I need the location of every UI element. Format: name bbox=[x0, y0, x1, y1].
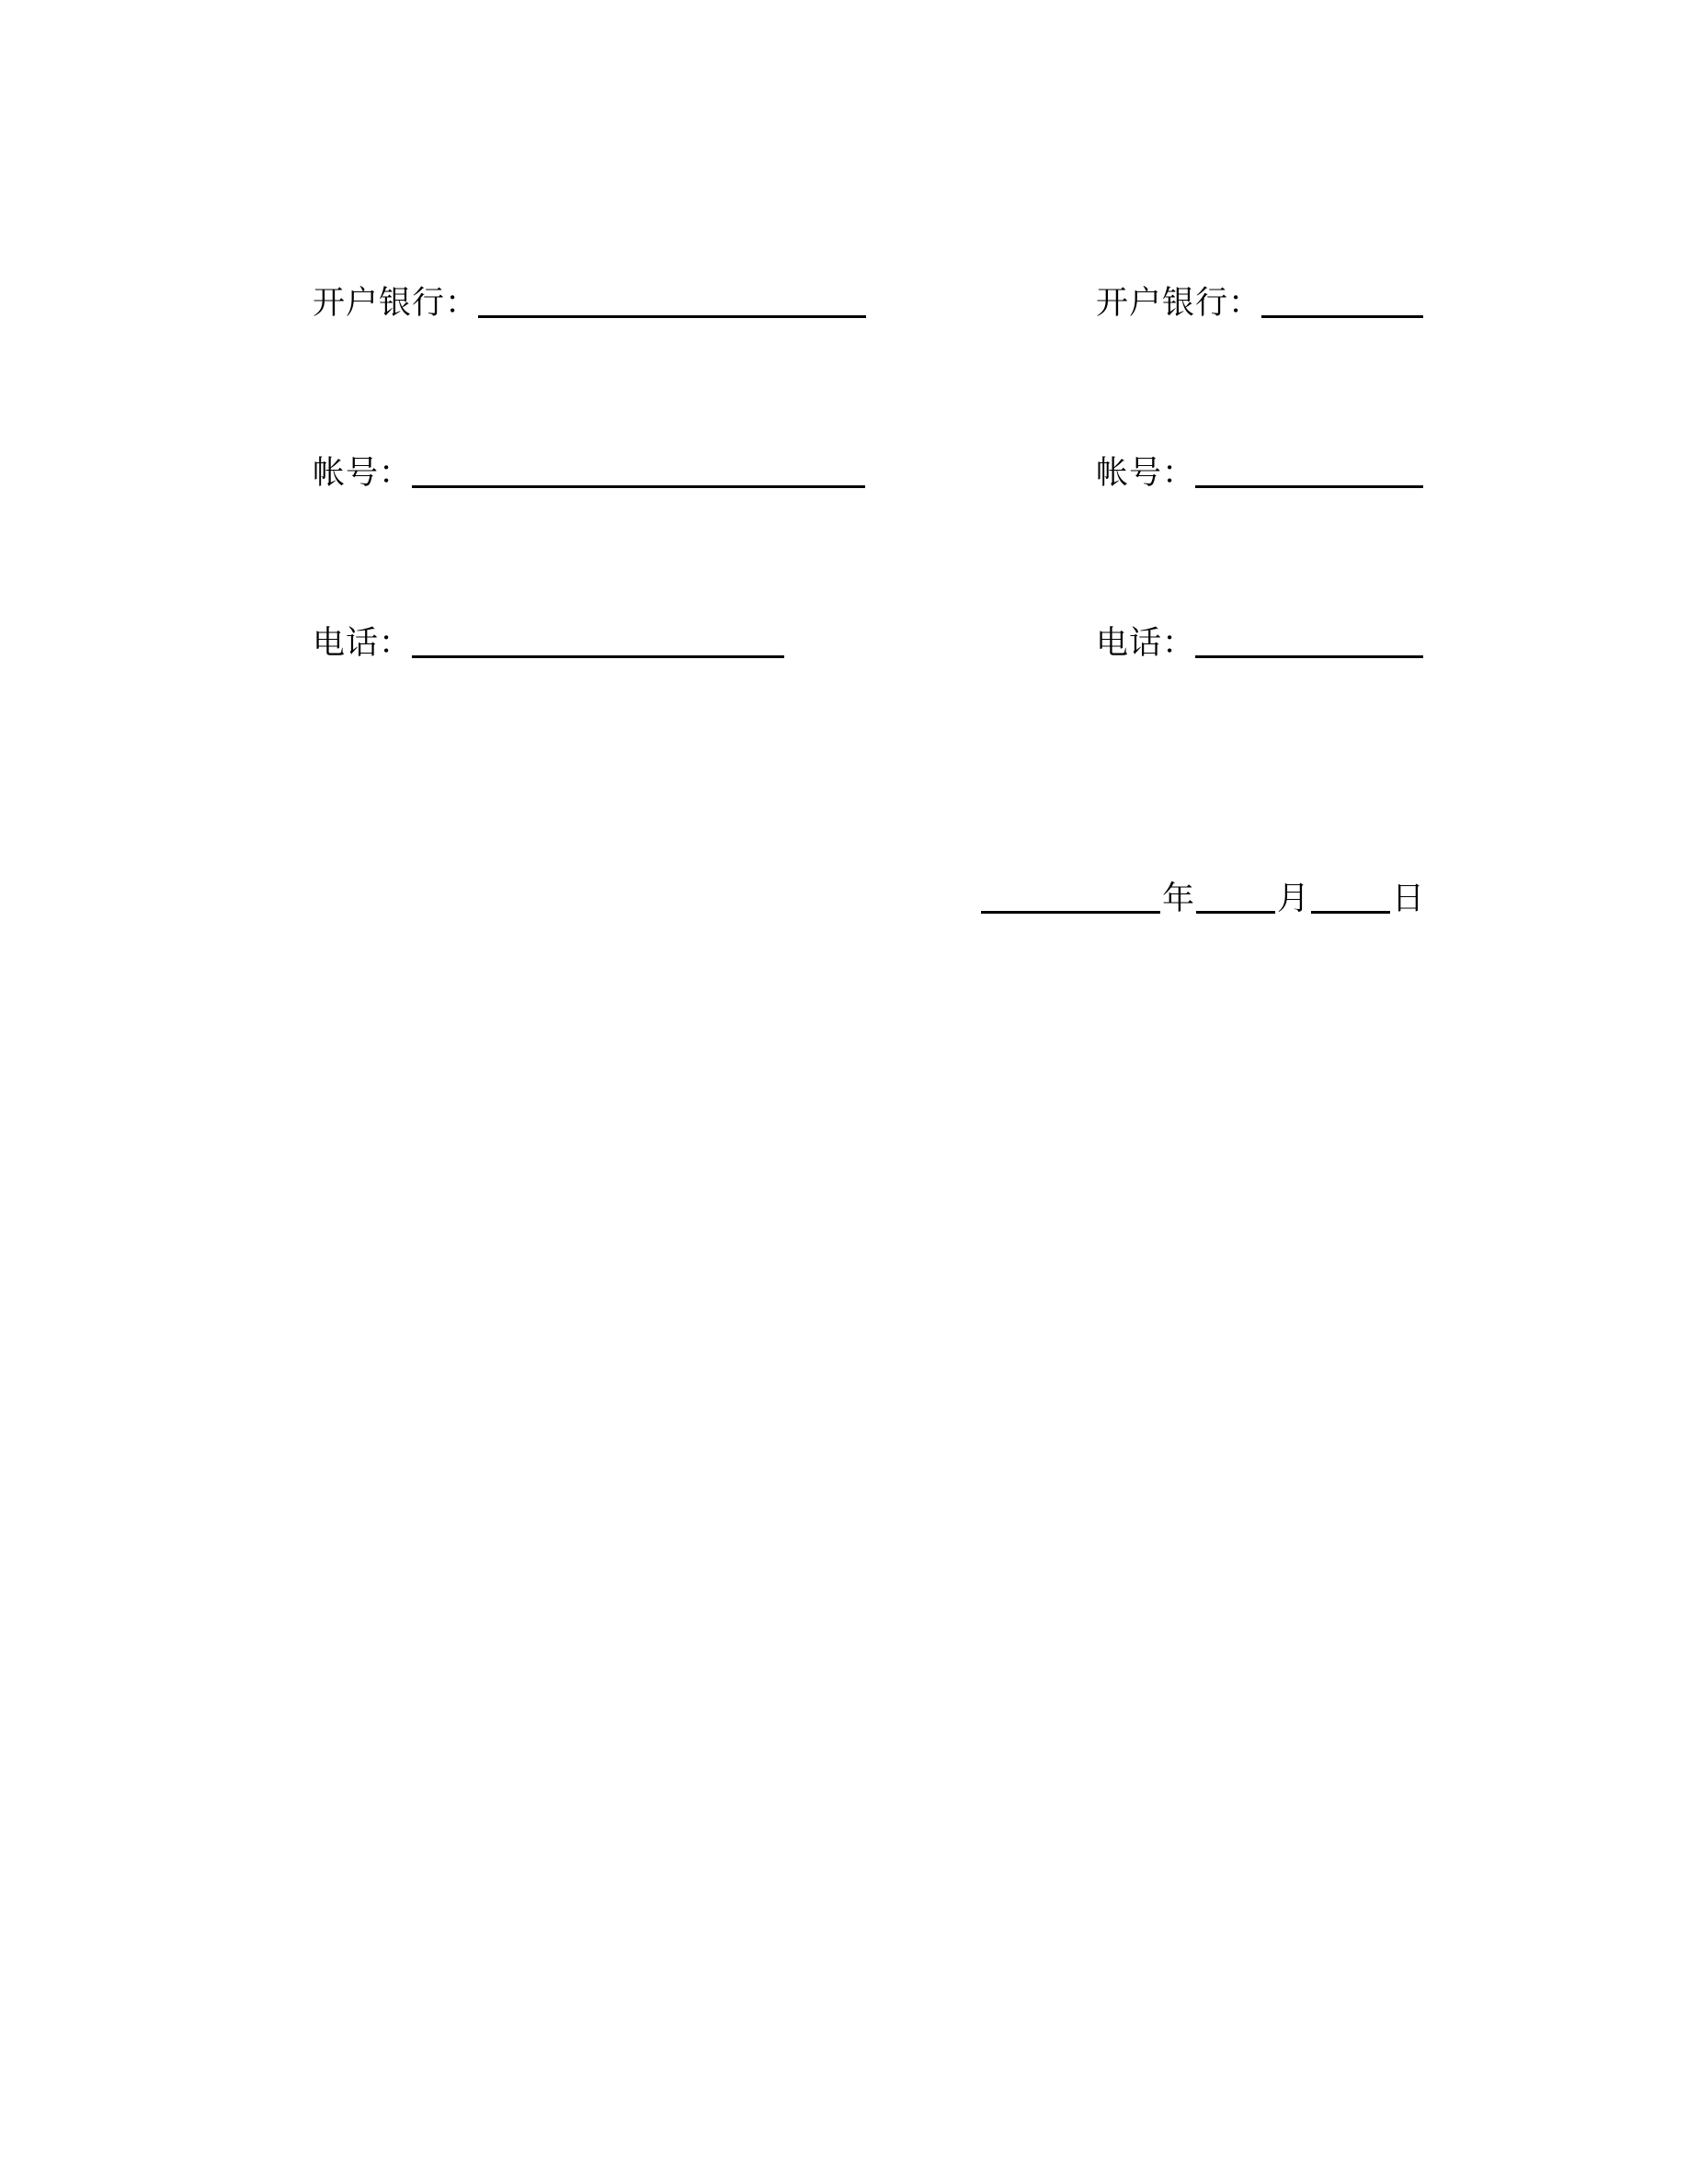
right-phone-field bbox=[1096, 618, 1423, 662]
left-phone-blank[interactable] bbox=[412, 624, 784, 658]
year-label: 年 bbox=[1162, 881, 1195, 917]
right-phone-label: 电话： bbox=[1096, 625, 1196, 662]
left-phone-label: 电话： bbox=[313, 625, 413, 662]
date-line bbox=[981, 873, 1426, 917]
left-account-field bbox=[313, 448, 865, 492]
right-bank-blank[interactable] bbox=[1261, 284, 1423, 318]
left-account-blank[interactable] bbox=[412, 454, 865, 488]
left-account-label: 帐号： bbox=[313, 455, 413, 492]
month-blank[interactable] bbox=[1196, 880, 1275, 914]
right-bank-field bbox=[1096, 278, 1423, 322]
right-phone-blank[interactable] bbox=[1195, 624, 1423, 658]
year-blank[interactable] bbox=[981, 880, 1160, 914]
day-label: 日 bbox=[1392, 881, 1425, 917]
day-blank[interactable] bbox=[1311, 880, 1390, 914]
right-account-label: 帐号： bbox=[1096, 455, 1196, 492]
right-account-blank[interactable] bbox=[1195, 454, 1423, 488]
right-account-field bbox=[1096, 448, 1423, 492]
left-bank-blank[interactable] bbox=[478, 284, 866, 318]
month-label: 月 bbox=[1277, 881, 1310, 917]
right-bank-label: 开户银行： bbox=[1096, 285, 1262, 322]
left-bank-label: 开户银行： bbox=[313, 285, 479, 322]
left-phone-field bbox=[313, 618, 784, 662]
left-bank-field bbox=[313, 278, 866, 322]
